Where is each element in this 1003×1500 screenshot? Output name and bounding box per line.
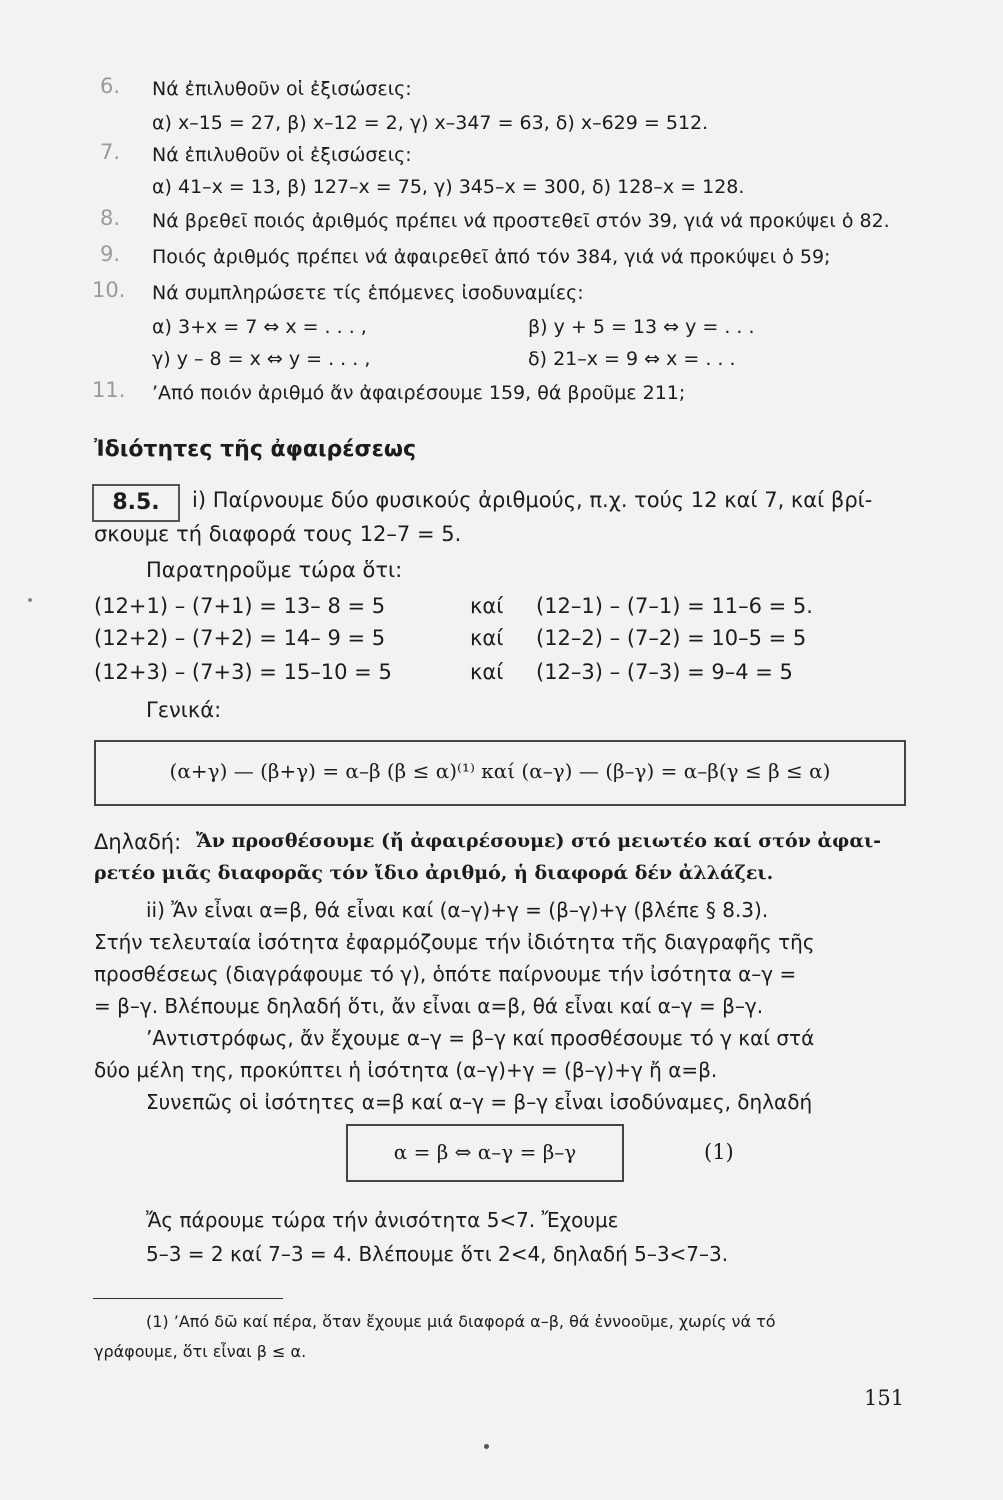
example-row-3-and: καί: [470, 660, 504, 684]
general-label: Γενικά:: [146, 698, 222, 722]
exercise-9-number: 9.: [100, 242, 121, 266]
part-ii-line-7: Συνεπῶς οἱ ἰσότητες α=β καί α–γ = β–γ εἶναι ἰσοδύναμες, δηλαδή: [146, 1090, 813, 1114]
exercise-8-text: Νά βρεθεῖ ποιός ἀριθμός πρέπει νά προστεθεῖ στόν 39, γιά νά προκύψει ὁ 82.: [152, 210, 890, 232]
exercise-8-number: 8.: [100, 206, 121, 230]
exercise-10-d: δ) 21–x = 9 ⇔ x = . . .: [528, 348, 736, 370]
example-row-2-and: καί: [470, 626, 504, 650]
example-row-1-left: (12+1) – (7+1) = 13– 8 = 5: [94, 594, 386, 618]
example-row-1-and: καί: [470, 594, 504, 618]
part-ii-line-1: ii) Ἄν εἶναι α=β, θά εἶναι καί (α–γ)+γ = (β–γ)+γ (βλέπε § 8.3).: [146, 898, 769, 922]
meaning-label: Δηλαδή:: [94, 830, 182, 854]
observe-line: Παρατηροῦμε τώρα ὅτι:: [146, 558, 403, 582]
part-ii-line-4: = β–γ. Βλέπουμε δηλαδή ὅτι, ἄν εἶναι α=β, θά εἶναι καί α–γ = β–γ.: [94, 994, 764, 1018]
exercise-10-prompt: Νά συμπληρώσετε τίς ἑπόμενες ἰσοδυναμίες:: [152, 282, 584, 304]
example-row-3-right: (12–3) – (7–3) = 9–4 = 5: [536, 660, 793, 684]
section-number: 8.5.: [112, 490, 160, 515]
part-ii-line-6: δύο μέλη της, προκύπτει ἡ ἰσότητα (α–γ)+γ = (β–γ)+γ ἤ α=β.: [94, 1058, 718, 1082]
footnote-line-1: (1) ’Από δῶ καί πέρα, ὅταν ἔχουμε μιά διαφορά α–β, θά ἐννοοῦμε, χωρίς νά τό: [146, 1312, 776, 1331]
exercise-10-number: 10.: [92, 278, 126, 302]
print-speck: [484, 1444, 489, 1449]
example-row-2-left: (12+2) – (7+2) = 14– 9 = 5: [94, 626, 386, 650]
footnote-separator: [93, 1298, 283, 1299]
exercise-7-prompt: Νά ἐπιλυθοῦν οἱ ἐξισώσεις:: [152, 144, 412, 166]
equivalence-box: [346, 1124, 624, 1182]
exercise-9-text: Ποιός ἀριθμός πρέπει νά ἀφαιρεθεῖ ἀπό τόν 384, γιά νά προκύψει ὁ 59;: [152, 246, 831, 268]
general-formula: (α+γ) — (β+γ) = α–β (β ≤ α)⁽¹⁾ καί (α–γ) — (β–γ) = α–β(γ ≤ β ≤ α): [169, 759, 831, 783]
exercise-6-prompt: Νά ἐπιλυθοῦν οἱ ἐξισώσεις:: [152, 78, 412, 100]
page-number: 151: [864, 1386, 905, 1410]
exercise-7-equations: α) 41–x = 13, β) 127–x = 75, γ) 345–x = 300, δ) 128–x = 128.: [152, 176, 745, 198]
section-number-box: [92, 484, 180, 522]
exercise-10-a: α) 3+x = 7 ⇔ x = . . . ,: [152, 316, 367, 338]
intro-line-1: i) Παίρνουμε δύο φυσικούς ἀριθμούς, π.χ. τούς 12 καί 7, καί βρί-: [192, 488, 873, 512]
meaning-line-1: Ἄν προσθέσουμε (ἤ ἀφαιρέσουμε) στό μειωτέο καί στόν ἀφαι-: [196, 830, 882, 852]
exercise-11-number: 11.: [92, 378, 126, 402]
exercise-11-text: ’Από ποιόν ἀριθμό ἄν ἀφαιρέσουμε 159, θά βροῦμε 211;: [152, 382, 686, 404]
meaning-line-2: ρετέο μιᾶς διαφορᾶς τόν ἴδιο ἀριθμό, ἡ διαφορά δέν ἀλλάζει.: [94, 862, 774, 884]
intro-line-2: σκουμε τή διαφορά τους 12–7 = 5.: [94, 522, 462, 546]
print-speck: [28, 598, 32, 602]
equivalence-number: (1): [704, 1140, 734, 1164]
example-row-2-right: (12–2) – (7–2) = 10–5 = 5: [536, 626, 807, 650]
exercise-6-equations: α) x–15 = 27, β) x–12 = 2, γ) x–347 = 63, δ) x–629 = 512.: [152, 112, 709, 134]
inequality-line-1: Ἄς πάρουμε τώρα τήν ἀνισότητα 5<7. Ἔχουμε: [146, 1208, 619, 1232]
exercise-7-number: 7.: [100, 140, 121, 164]
equivalence-formula: α = β ⇔ α–γ = β–γ: [393, 1140, 577, 1164]
part-ii-line-3: προσθέσεως (διαγράφουμε τό γ), ὁπότε παίρνουμε τήν ἰσότητα α–γ =: [94, 962, 797, 986]
inequality-line-2: 5–3 = 2 καί 7–3 = 4. Βλέπουμε ὅτι 2<4, δηλαδή 5–3<7–3.: [146, 1242, 729, 1266]
exercise-10-b: β) y + 5 = 13 ⇔ y = . . .: [528, 316, 755, 338]
example-row-3-left: (12+3) – (7+3) = 15–10 = 5: [94, 660, 392, 684]
section-heading: Ἰδιότητες τῆς ἀφαιρέσεως: [94, 437, 417, 462]
footnote-line-2: γράφουμε, ὅτι εἶναι β ≤ α.: [94, 1342, 307, 1361]
exercise-6-number: 6.: [100, 74, 121, 98]
general-formula-box: [94, 740, 906, 806]
part-ii-line-2: Στήν τελευταία ἰσότητα ἐφαρμόζουμε τήν ἰδιότητα τῆς διαγραφῆς τῆς: [94, 930, 815, 954]
exercise-10-c: γ) y – 8 = x ⇔ y = . . . ,: [152, 348, 371, 370]
example-row-1-right: (12–1) – (7–1) = 11–6 = 5.: [536, 594, 813, 618]
part-ii-line-5: ’Αντιστρόφως, ἄν ἔχουμε α–γ = β–γ καί προσθέσουμε τό γ καί στά: [146, 1026, 815, 1050]
